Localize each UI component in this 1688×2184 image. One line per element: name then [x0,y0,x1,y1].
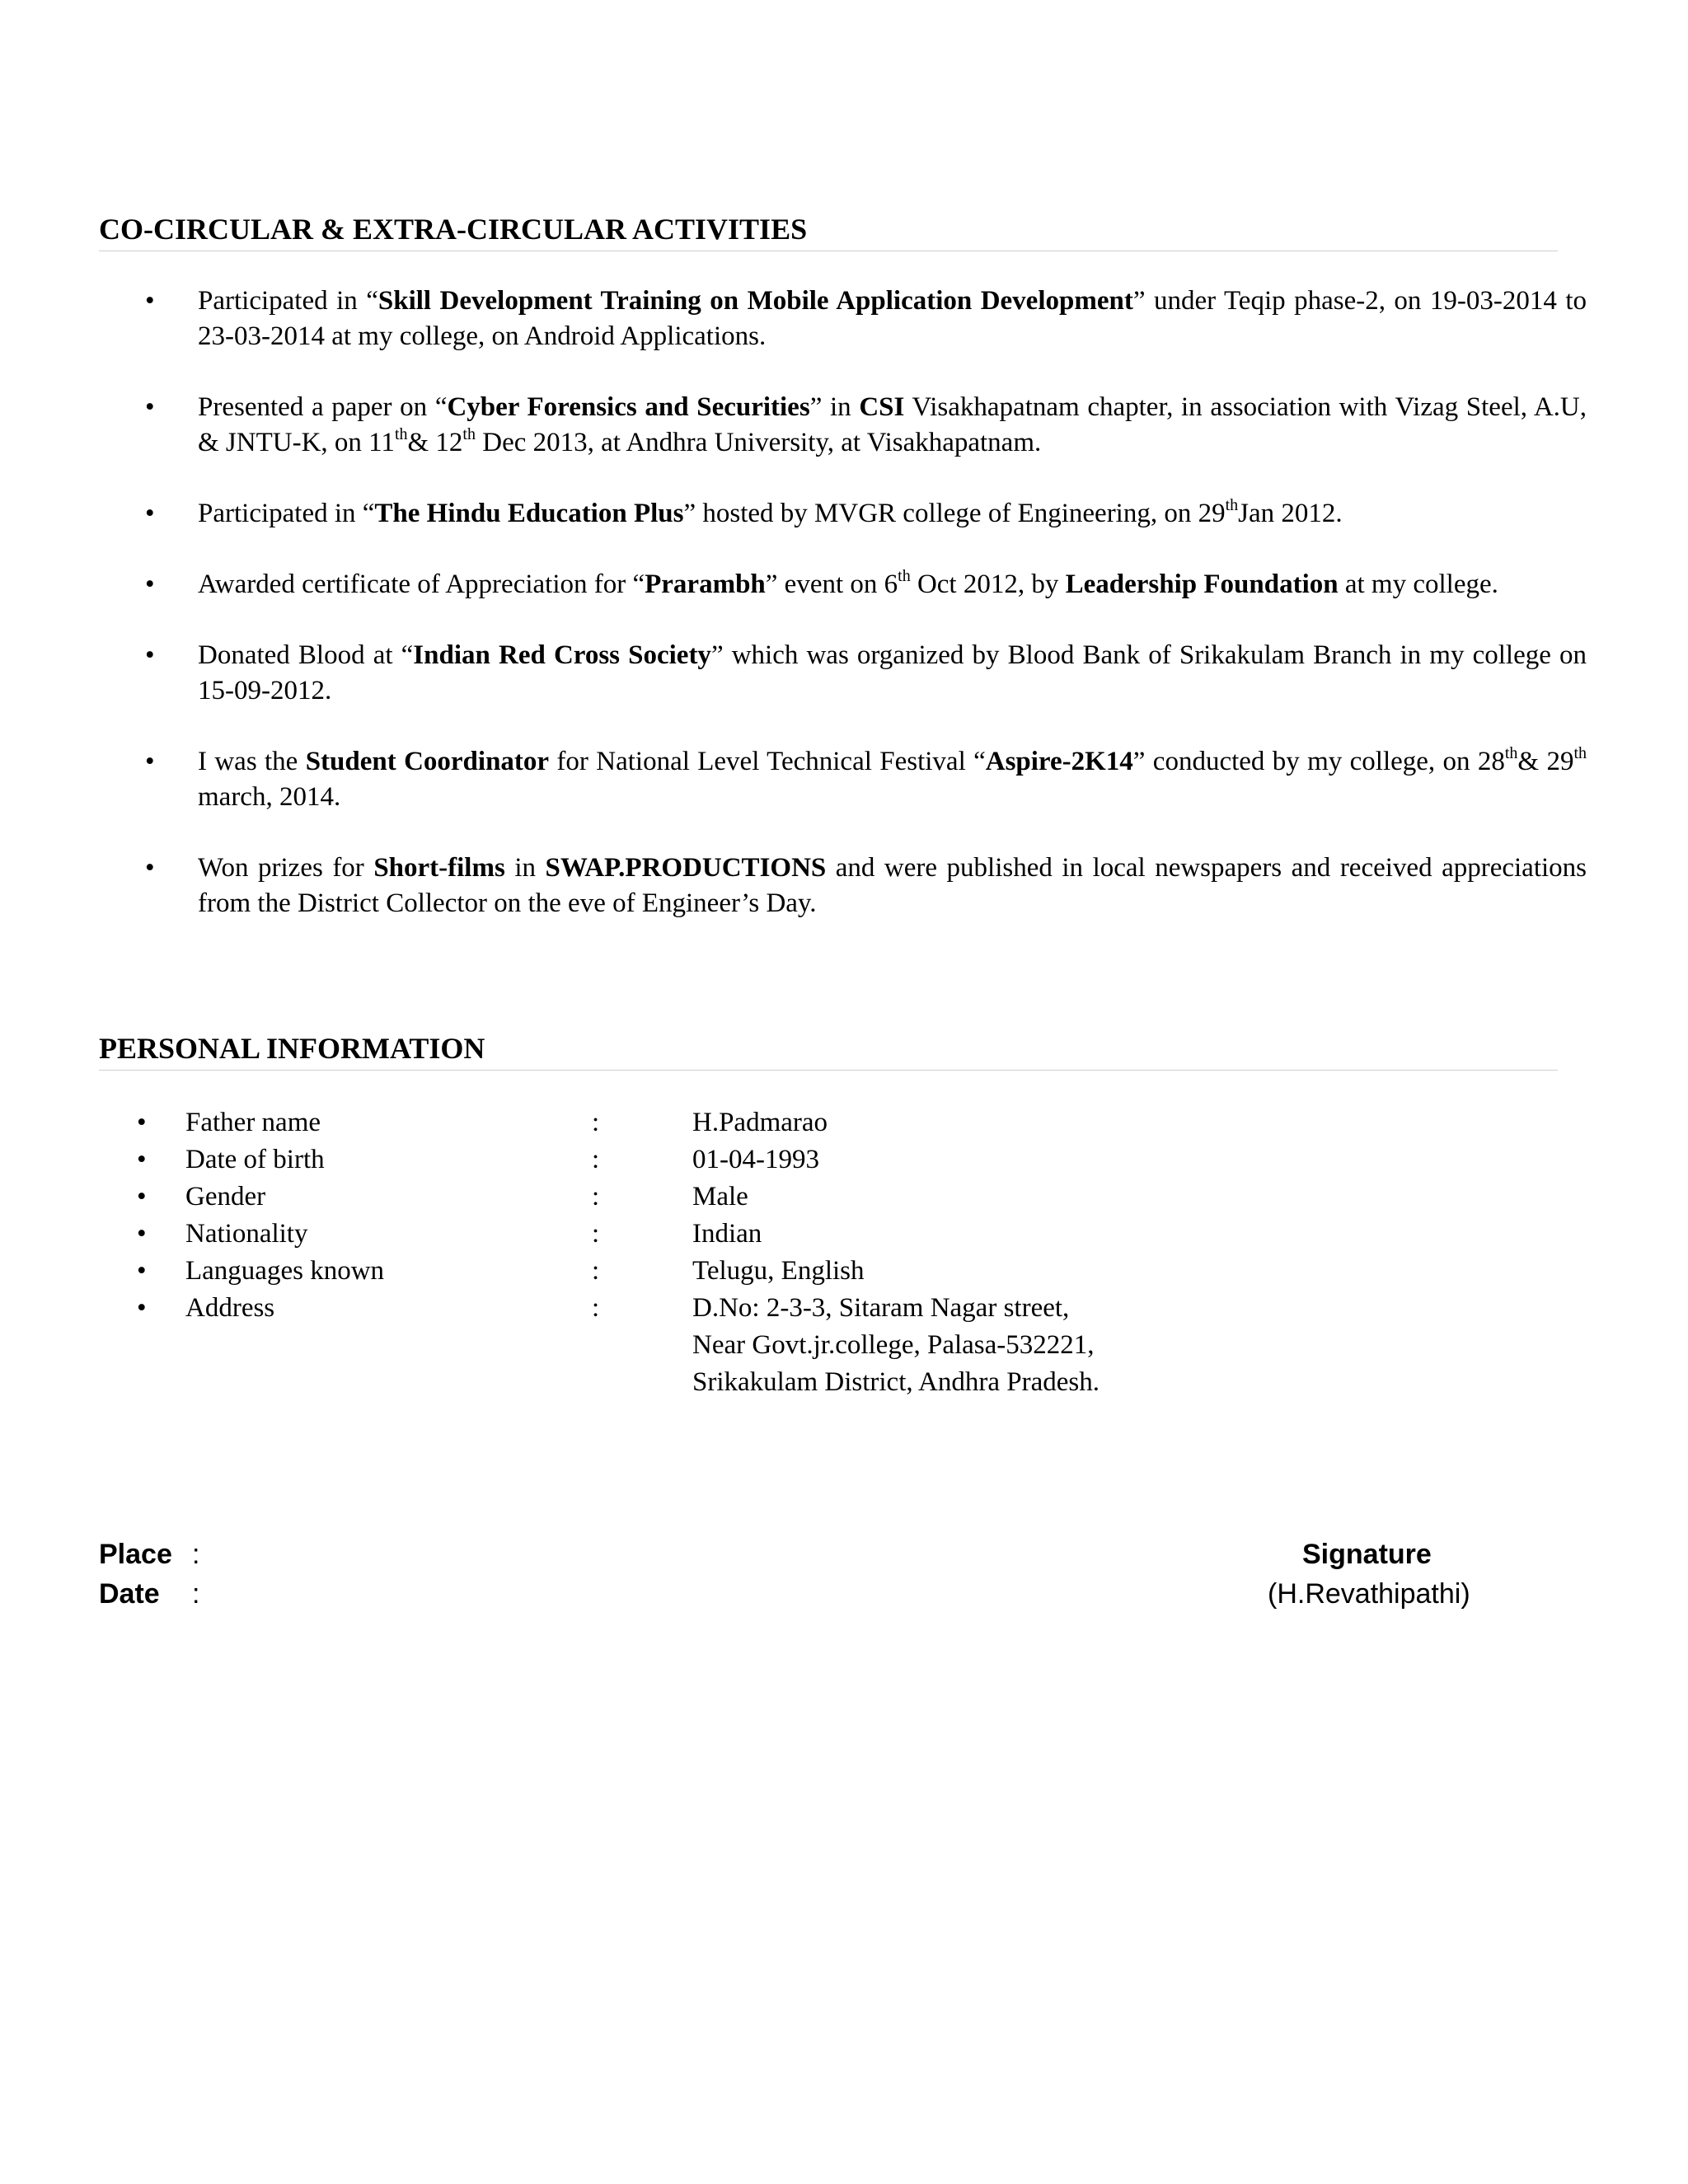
activity-highlight: Aspire-2K14 [985,747,1133,776]
info-colon: : [592,1145,600,1174]
activity-text: ” under Teqip phase-2, on 19-03-2014 to 23-03-2014 at my college, on Android Applications. [198,286,1587,351]
info-value-line: Near Govt.jr.college, Palasa-532221, [692,1330,1095,1360]
info-row [99,1290,1500,1401]
activity-text: in [504,853,546,883]
activity-highlight: Cyber Forensics and Securities [447,392,810,422]
info-value [692,1141,1500,1179]
info-value [692,1216,1500,1253]
activity-highlight: Student Coordinator [305,747,550,776]
info-value [692,1104,1500,1141]
activity-text: Donated Blood at “ [198,640,414,670]
activity-highlight: Prarambh [645,569,766,599]
info-row [99,1104,1500,1141]
activity-text: for National Level Technical Festival “ [549,747,986,776]
date-label: Date [99,1578,160,1610]
info-row [99,1216,1500,1253]
info-label: • Languages known [185,1256,385,1286]
activity-highlight: Leadership Foundation [1065,569,1339,599]
activity-highlight: The Hindu Education Plus [374,499,684,528]
info-row [99,1253,1500,1290]
info-value-line: D.No: 2-3-3, Sitaram Nagar street, [692,1293,1070,1323]
activity-item [99,390,1587,461]
info-colon: : [592,1108,600,1137]
info-value-line: Telugu, English [692,1256,865,1286]
activity-superscript: th [1225,496,1239,514]
info-colon: : [592,1256,600,1286]
activity-item [99,851,1587,921]
personal-info-list [99,1104,1500,1401]
place-label: Place [99,1539,172,1570]
info-value-line: 01-04-1993 [692,1145,819,1174]
signature-label: Signature [1302,1539,1432,1570]
activity-highlight: Short-films [373,853,505,883]
activity-item [99,496,1587,532]
activity-highlight: CSI [859,392,905,422]
info-value [692,1290,1500,1401]
activity-text: ” in [809,392,860,422]
info-label: • Nationality [185,1219,308,1249]
activity-highlight: SWAP.PRODUCTIONS [545,853,827,883]
activity-superscript: th [1573,744,1587,762]
place-colon: : [192,1539,200,1570]
activities-heading: CO-CIRCULAR & EXTRA-CIRCULAR ACTIVITIES [99,211,1558,251]
activity-text: Participated in “ [198,499,375,528]
activities-list [99,284,1587,957]
info-value-line: Srikakulam District, Andhra Pradesh. [692,1367,1100,1397]
activity-text: Visakhapatnam chapter, in association with Vizag Steel, A.U, & JNTU-K, on 11 [198,392,1587,457]
activity-highlight: Skill Development Training on Mobile Application Development [377,286,1133,316]
activity-text: & 12 [407,428,463,457]
signature-name: (H.Revathipathi) [1268,1578,1470,1610]
personal-info-heading: PERSONAL INFORMATION [99,1030,1558,1071]
info-label: • Address [185,1293,275,1323]
activity-text: & 29 [1517,747,1574,776]
activity-superscript: th [898,567,911,585]
activity-text: I was the [198,747,306,776]
date-colon: : [192,1578,200,1610]
info-value-line: Male [692,1182,748,1212]
activity-text: Dec 2013, at Andhra University, at Visakhapatnam. [475,428,1042,457]
activity-text: ” event on 6 [765,569,898,599]
activity-text: Awarded certificate of Appreciation for “ [198,569,645,599]
info-label: • Gender [185,1182,266,1212]
activity-superscript: th [394,425,408,443]
info-colon: : [592,1219,600,1249]
info-colon: : [592,1182,600,1212]
activity-text: march, 2014. [198,782,341,812]
activity-text: and were published in local newspapers and received appreciations from the District Collector on the eve of Engineer’s Day. [198,853,1587,918]
activity-text: ” hosted by MVGR college of Engineering, on 29 [683,499,1226,528]
activity-text: Presented a paper on “ [198,392,448,422]
activity-text: at my college. [1338,569,1498,599]
activity-text: ” which was organized by Blood Bank of Srikakulam Branch in my college on 15-09-2012. [198,640,1587,705]
activity-superscript: th [462,425,476,443]
activity-item [99,638,1587,709]
activity-superscript: th [1504,744,1518,762]
info-value [692,1253,1500,1290]
info-colon: : [592,1293,600,1323]
activity-item [99,567,1587,602]
info-value [692,1179,1500,1216]
info-row [99,1141,1500,1179]
activity-text: Won prizes for [198,853,374,883]
info-label: • Date of birth [185,1145,325,1174]
activity-text: Oct 2012, by [910,569,1066,599]
info-value-line: H.Padmarao [692,1108,828,1137]
activity-text: Jan 2012. [1238,499,1343,528]
info-label: • Father name [185,1108,321,1137]
activity-text: Participated in “ [198,286,378,316]
info-value-line: Indian [692,1219,762,1249]
activity-text: ” conducted by my college, on 28 [1132,747,1505,776]
activity-item [99,284,1587,354]
activity-item [99,744,1587,815]
info-row [99,1179,1500,1216]
activity-highlight: Indian Red Cross Society [413,640,711,670]
